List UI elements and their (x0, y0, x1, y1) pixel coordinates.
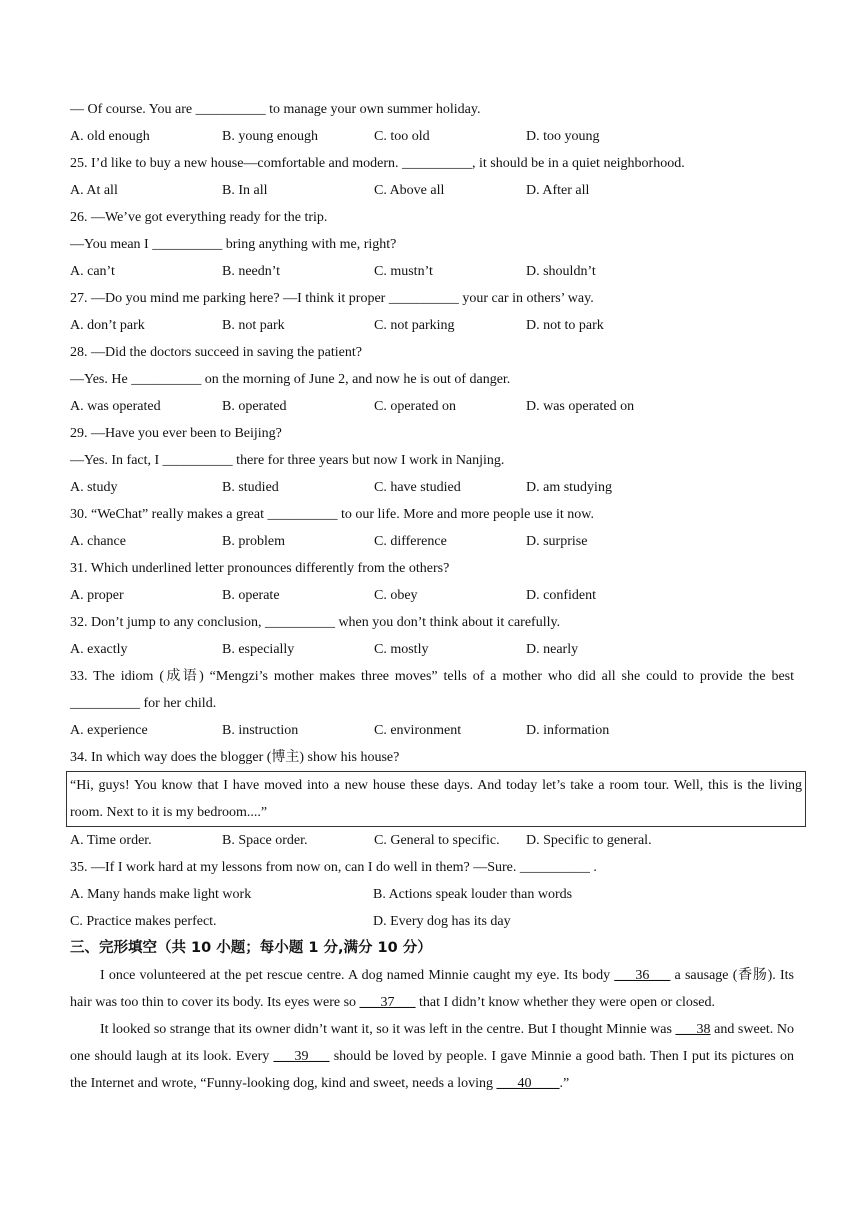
cloze-text: I once volunteered at the pet rescue centre. A dog named Minnie caught my eye. Its body (100, 968, 615, 983)
q32-options (70, 636, 794, 663)
q33-stem: 33. The idiom (成语) “Mengzi’s mother makes three moves” tells of a mother who did all she could to provide the best __________ for her child. (70, 669, 794, 711)
option-a[interactable]: A. was operated (70, 399, 161, 414)
option-a[interactable]: A. Many hands make light work (70, 887, 252, 902)
option-d[interactable]: D. confident (526, 588, 596, 603)
q29-stem-2: —Yes. In fact, I __________ there for three years but now I work in Nanjing. (70, 453, 505, 468)
option-c[interactable]: C. Practice makes perfect. (70, 914, 217, 929)
q25-options (70, 177, 794, 204)
option-b[interactable]: B. In all (222, 183, 268, 198)
q29-options (70, 474, 794, 501)
q27-options (70, 312, 794, 339)
option-c[interactable]: C. too old (374, 129, 430, 144)
q28-options (70, 393, 794, 420)
option-d[interactable]: D. not to park (526, 318, 604, 333)
option-b[interactable]: B. operated (222, 399, 287, 414)
q26-stem: 26. —We’ve got everything ready for the trip. (70, 210, 328, 225)
option-c[interactable]: C. mustn’t (374, 264, 433, 279)
option-a[interactable]: A. At all (70, 183, 118, 198)
q33-options (70, 717, 794, 744)
option-a[interactable]: A. old enough (70, 129, 150, 144)
option-a[interactable]: A. study (70, 480, 118, 495)
option-c[interactable]: C. difference (374, 534, 447, 549)
option-b[interactable]: B. especially (222, 642, 295, 657)
q25-stem: 25. I’d like to buy a new house—comfortable and modern. __________, it should be in a quiet neighborhood. (70, 156, 685, 171)
option-b[interactable]: B. Actions speak louder than words (373, 887, 573, 902)
q28-stem: 28. —Did the doctors succeed in saving the patient? (70, 345, 362, 360)
option-b[interactable]: B. needn’t (222, 264, 281, 279)
blank-38[interactable]: ___38 (675, 1022, 711, 1037)
option-b[interactable]: B. problem (222, 534, 285, 549)
option-d[interactable]: D. was operated on (526, 399, 635, 414)
option-b[interactable]: B. operate (222, 588, 280, 603)
q31-stem: 31. Which underlined letter pronounces differently from the others? (70, 561, 450, 576)
option-d[interactable]: D. information (526, 723, 610, 738)
q35-stem: 35. —If I work hard at my lessons from now on, can I do well in them? —Sure. __________ . (70, 860, 597, 875)
option-a[interactable]: A. chance (70, 534, 126, 549)
q34-stem: 34. In which way does the blogger (博主) show his house? (70, 750, 400, 765)
option-a[interactable]: A. proper (70, 588, 124, 603)
cloze-text: that I didn’t know whether they were open or closed. (415, 995, 716, 1010)
cloze-paragraph-1 (70, 962, 794, 1016)
q32-stem: 32. Don’t jump to any conclusion, __________ when you don’t think about it carefully. (70, 615, 561, 630)
option-a[interactable]: A. can’t (70, 264, 115, 279)
option-d[interactable]: D. am studying (526, 480, 612, 495)
option-b[interactable]: B. not park (222, 318, 285, 333)
q35-options-row2 (70, 908, 794, 935)
option-b[interactable]: B. studied (222, 480, 279, 495)
blank-39[interactable]: ___39___ (273, 1049, 330, 1064)
cloze-paragraph-2 (70, 1016, 794, 1097)
q29-stem: 29. —Have you ever been to Beijing? (70, 426, 282, 441)
option-c[interactable]: C. obey (374, 588, 418, 603)
option-d[interactable]: D. Specific to general. (526, 833, 652, 848)
q26-stem-2: —You mean I __________ bring anything with me, right? (70, 237, 397, 252)
q24-options (70, 123, 794, 150)
option-b[interactable]: B. Space order. (222, 833, 308, 848)
option-a[interactable]: A. Time order. (70, 833, 152, 848)
exam-page (70, 96, 802, 1097)
option-c[interactable]: C. not parking (374, 318, 455, 333)
option-c[interactable]: C. Above all (374, 183, 445, 198)
q30-options (70, 528, 794, 555)
option-c[interactable]: C. mostly (374, 642, 429, 657)
option-d[interactable]: D. Every dog has its day (373, 914, 511, 929)
option-a[interactable]: A. don’t park (70, 318, 145, 333)
option-a[interactable]: A. exactly (70, 642, 128, 657)
option-c[interactable]: C. environment (374, 723, 462, 738)
q26-options (70, 258, 794, 285)
option-d[interactable]: D. surprise (526, 534, 588, 549)
option-b[interactable]: B. young enough (222, 129, 319, 144)
q35-options-row1 (70, 881, 794, 908)
option-d[interactable]: D. nearly (526, 642, 579, 657)
option-d[interactable]: D. After all (526, 183, 590, 198)
blank-40[interactable]: ___40____ (496, 1076, 560, 1091)
q31-options (70, 582, 794, 609)
cloze-text: .” (559, 1076, 570, 1091)
q27-stem: 27. —Do you mind me parking here? —I think it proper __________ your car in others’ way. (70, 291, 594, 306)
option-a[interactable]: A. experience (70, 723, 148, 738)
blank-36[interactable]: ___36___ (614, 968, 671, 983)
cloze-text: and sweet. No one should laugh at its look. Every (70, 1022, 794, 1064)
option-c[interactable]: C. have studied (374, 480, 461, 495)
blank-37[interactable]: ___37___ (359, 995, 416, 1010)
section-heading: 三、完形填空（共 10 小题；每小题 1 分,满分 10 分） (70, 940, 432, 956)
q34-options (70, 827, 794, 854)
cloze-text: a sausage (香肠). Its hair was too thin to cover its body. Its eyes were so (70, 968, 795, 1010)
q24-line: — Of course. You are __________ to manage your own summer holiday. (70, 102, 481, 117)
cloze-text: should be loved by people. I gave Minnie a good bath. Then I put its pictures on the Internet and wrote, “Funny-looking dog, kind and sweet, needs a loving (70, 1049, 794, 1091)
option-c[interactable]: C. operated on (374, 399, 457, 414)
cloze-text: It looked so strange that its owner didn’t want it, so it was left in the centre. But I thought Minnie was (100, 1022, 676, 1037)
option-b[interactable]: B. instruction (222, 723, 299, 738)
q30-stem: 30. “WeChat” really makes a great __________ to our life. More and more people use it now. (70, 507, 594, 522)
option-d[interactable]: D. too young (526, 129, 600, 144)
option-c[interactable]: C. General to specific. (374, 833, 500, 848)
q28-stem-2: —Yes. He __________ on the morning of June 2, and now he is out of danger. (70, 372, 511, 387)
q34-quote-box (66, 771, 806, 827)
option-d[interactable]: D. shouldn’t (526, 264, 596, 279)
q34-quote-text: “Hi, guys! You know that I have moved into a new house these days. And today let’s take a room tour. Well, this is the living room. Next to it is my bedroom....” (70, 778, 802, 820)
